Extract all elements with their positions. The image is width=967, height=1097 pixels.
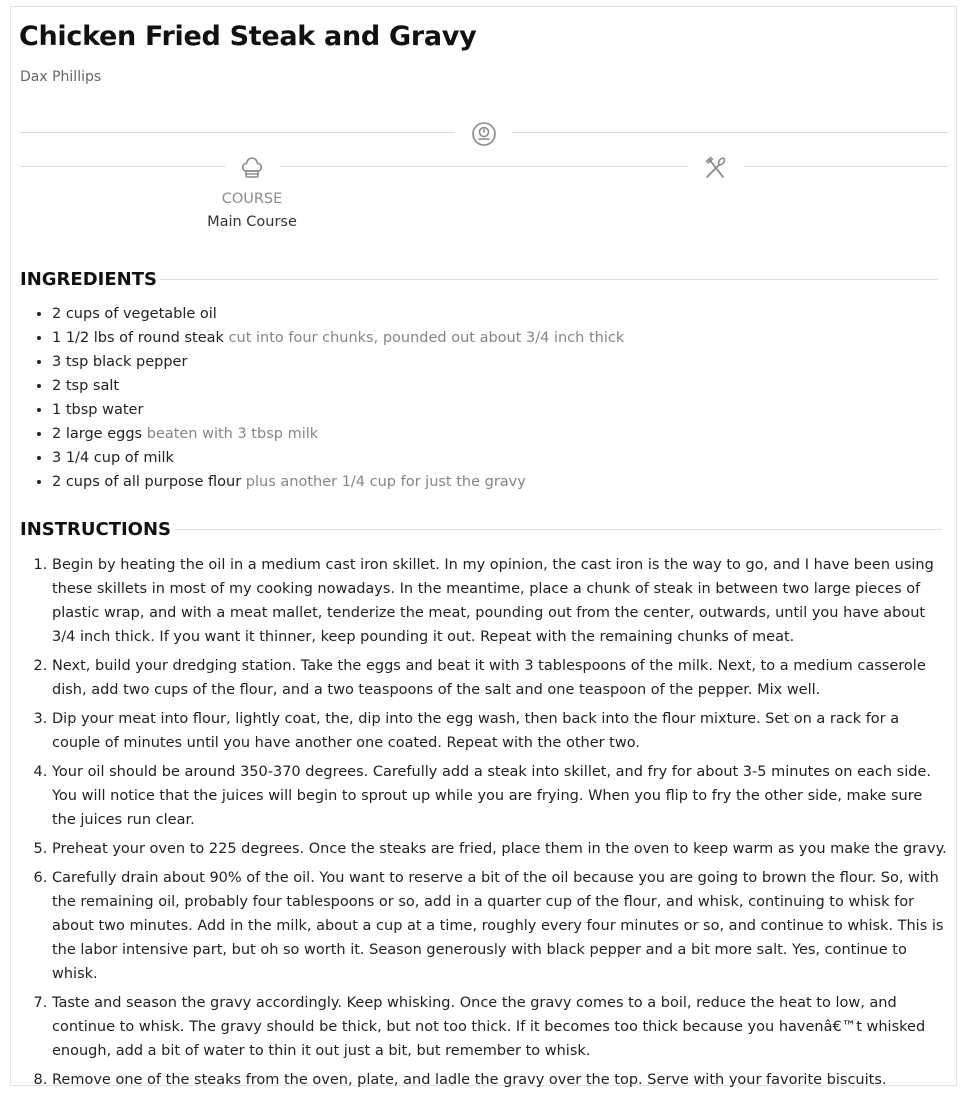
divider-line (744, 166, 948, 167)
instruction-step: 7. Taste and season the gravy accordingly. Keep whisking. Once the gravy comes to a boil, reduce the heat to low, and continue to whisk. The gravy should be thick, but not too thick. If it becomes too thick because you havenâ€™t whisked enough, add a bit of water to thin it out just a bit, but remember to whisk. (52, 991, 950, 1063)
divider-line (20, 166, 226, 167)
ingredient-item: • 2 cups of vegetable oil (52, 302, 940, 326)
instructions-list (20, 553, 950, 1097)
divider-line (20, 132, 455, 133)
ingredient-item: • 2 tsp salt (52, 374, 940, 398)
course-value: Main Course (207, 214, 297, 230)
instructions-heading: INSTRUCTIONS (20, 519, 171, 540)
ingredient-item: • 2 cups of all purpose flour plus another 1/4 cup for just the gravy (52, 470, 940, 494)
ingredient-item: • 3 tsp black pepper (52, 350, 940, 374)
section-divider (160, 279, 938, 280)
ingredient-item: • 3 1/4 cup of milk (52, 446, 940, 470)
section-divider (175, 529, 942, 530)
timer-icon (470, 120, 498, 148)
instruction-step: 8. Remove one of the steaks from the oven, plate, and ladle the gravy over the top. Serve with your favorite biscuits. (52, 1068, 950, 1092)
divider-line (512, 132, 948, 133)
instruction-step: 4. Your oil should be around 350-370 degrees. Carefully add a steak into skillet, and fry for about 3-5 minutes on each side. You will notice that the juices will begin to sprout up while you are frying. When you flip to fry the other side, make sure the juices run clear. (52, 760, 950, 832)
course-label: COURSE (221, 191, 283, 207)
utensils-icon (702, 154, 730, 182)
divider-line (280, 166, 688, 167)
ingredient-note: beaten with 3 tbsp milk (146, 426, 319, 442)
instruction-step: 3. Dip your meat into flour, lightly coat, the, dip into the egg wash, then back into the flour mixture. Set on a rack for a couple of minutes until you have another one coated. Repeat with the other two. (52, 707, 950, 755)
recipe-author: Dax Phillips (20, 69, 102, 85)
recipe-title: Chicken Fried Steak and Gravy (19, 21, 477, 52)
instruction-step: 6. Carefully drain about 90% of the oil. You want to reserve a bit of the oil because you are going to brown the flour. So, with the remaining oil, probably four tablespoons or so, add in a quarter cup of the flour, and whisk, continuing to whisk for about two minutes. Add in the milk, about a cup at a time, roughly every four minutes or so, and continue to whisk. This is the labor intensive part, but oh so worth it. Season generously with black pepper and a bit more salt. Yes, continue to whisk. (52, 866, 950, 986)
ingredient-item: • 1 tbsp water (52, 398, 940, 422)
ingredients-list (20, 302, 940, 494)
chef-hat-icon (238, 154, 266, 182)
instruction-step: 2. Next, build your dredging station. Take the eggs and beat it with 3 tablespoons of the milk. Next, to a medium casserole dish, add two cups of the flour, and a two teaspoons of the salt and one teaspoon of the pepper. Mix well. (52, 654, 950, 702)
instruction-step: 5. Preheat your oven to 225 degrees. Once the steaks are fried, place them in the oven to keep warm as you make the gravy. (52, 837, 950, 861)
ingredients-heading: INGREDIENTS (20, 269, 157, 290)
ingredient-item: • 1 1/2 lbs of round steak cut into four chunks, pounded out about 3/4 inch thick (52, 326, 940, 350)
ingredient-note: plus another 1/4 cup for just the gravy (245, 474, 526, 490)
ingredient-item: • 2 large eggs beaten with 3 tbsp milk (52, 422, 940, 446)
ingredient-note: cut into four chunks, pounded out about 3/4 inch thick (228, 330, 625, 346)
instruction-step: 1. Begin by heating the oil in a medium cast iron skillet. In my opinion, the cast iron is the way to go, and I have been using these skillets in most of my cooking nowadays. In the meantime, place a chunk of steak in between two large pieces of plastic wrap, and with a meat mallet, tenderize the meat, pounding out from the center, outwards, until you have about 3/4 inch thick. If you want it thinner, keep pounding it out. Repeat with the remaining chunks of meat. (52, 553, 950, 649)
